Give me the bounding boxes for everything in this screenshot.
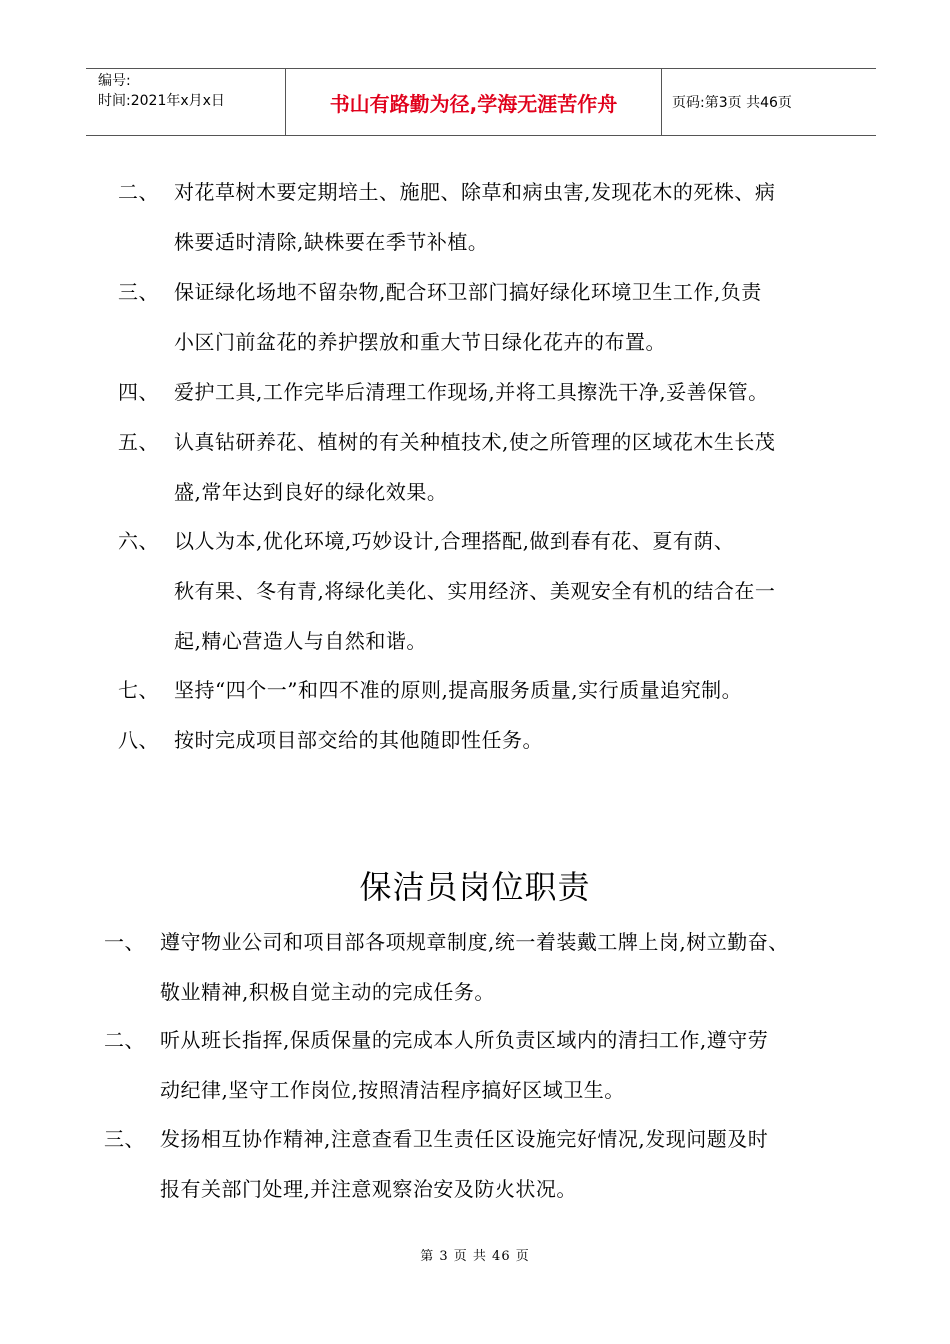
header-meta [86, 69, 286, 135]
item-line: 坚持“四个一”和四不准的原则,提高服务质量,实行质量追究制。 [174, 678, 743, 702]
item-line: 动纪律,坚守工作岗位,按照清洁程序搞好区域卫生。 [160, 1078, 625, 1102]
item-line: 听从班长指挥,保质保量的完成本人所负责区域内的清扫工作,遵守劳 [160, 1028, 769, 1052]
item-line: 报有关部门处理,并注意观察治安及防火状况。 [160, 1177, 577, 1201]
number-label: 编号: [98, 73, 131, 89]
page-footer: 第 3 页 共 46 页 [420, 1249, 530, 1264]
item-line: 对花草树木要定期培土、施肥、除草和病虫害,发现花木的死株、病 [174, 180, 776, 204]
item-line: 按时完成项目部交给的其他随即性任务。 [174, 728, 543, 752]
item-line: 发扬相互协作精神,注意查看卫生责任区设施完好情况,发现问题及时 [160, 1127, 769, 1151]
item-line: 盛,常年达到良好的绿化效果。 [174, 480, 448, 504]
item-line: 爱护工具,工作完毕后清理工作现场,并将工具擦洗干净,妥善保管。 [174, 380, 769, 404]
item-line: 认真钻研养花、植树的有关种植技术,使之所管理的区域花木生长茂 [174, 430, 776, 454]
item-line: 秋有果、冬有青,将绿化美化、实用经济、美观安全有机的结合在一 [174, 579, 776, 603]
item-number: 二、 [104, 1028, 145, 1052]
item-number: 四、 [118, 380, 159, 404]
item-line: 以人为本,优化环境,巧妙设计,合理搭配,做到春有花、夏有荫、 [174, 529, 735, 553]
item-number: 一、 [104, 930, 145, 954]
item-line: 株要适时清除,缺株要在季节补植。 [174, 230, 489, 254]
item-line: 敬业精神,积极自觉主动的完成任务。 [160, 980, 495, 1004]
item-number: 六、 [118, 529, 159, 553]
item-number: 五、 [118, 430, 159, 454]
page-header [86, 68, 876, 136]
item-number: 二、 [118, 180, 159, 204]
item-number: 八、 [118, 728, 159, 752]
item-line: 保证绿化场地不留杂物,配合环卫部门搞好绿化环境卫生工作,负责 [174, 280, 762, 304]
header-motto: 书山有路勤为径,学海无涯苦作舟 [286, 69, 662, 135]
item-number: 三、 [104, 1127, 145, 1151]
header-page-info: 页码:第3页 共46页 [672, 95, 792, 111]
item-number: 三、 [118, 280, 159, 304]
item-line: 遵守物业公司和项目部各项规章制度,统一着装戴工牌上岗,树立勤奋、 [160, 930, 789, 954]
time-label: 时间:2021年x月x日 [98, 93, 225, 109]
item-line: 小区门前盆花的养护摆放和重大节日绿化花卉的布置。 [174, 330, 666, 354]
item-number: 七、 [118, 678, 159, 702]
section-title: 保洁员岗位职责 [359, 868, 591, 906]
item-line: 起,精心营造人与自然和谐。 [174, 629, 427, 653]
